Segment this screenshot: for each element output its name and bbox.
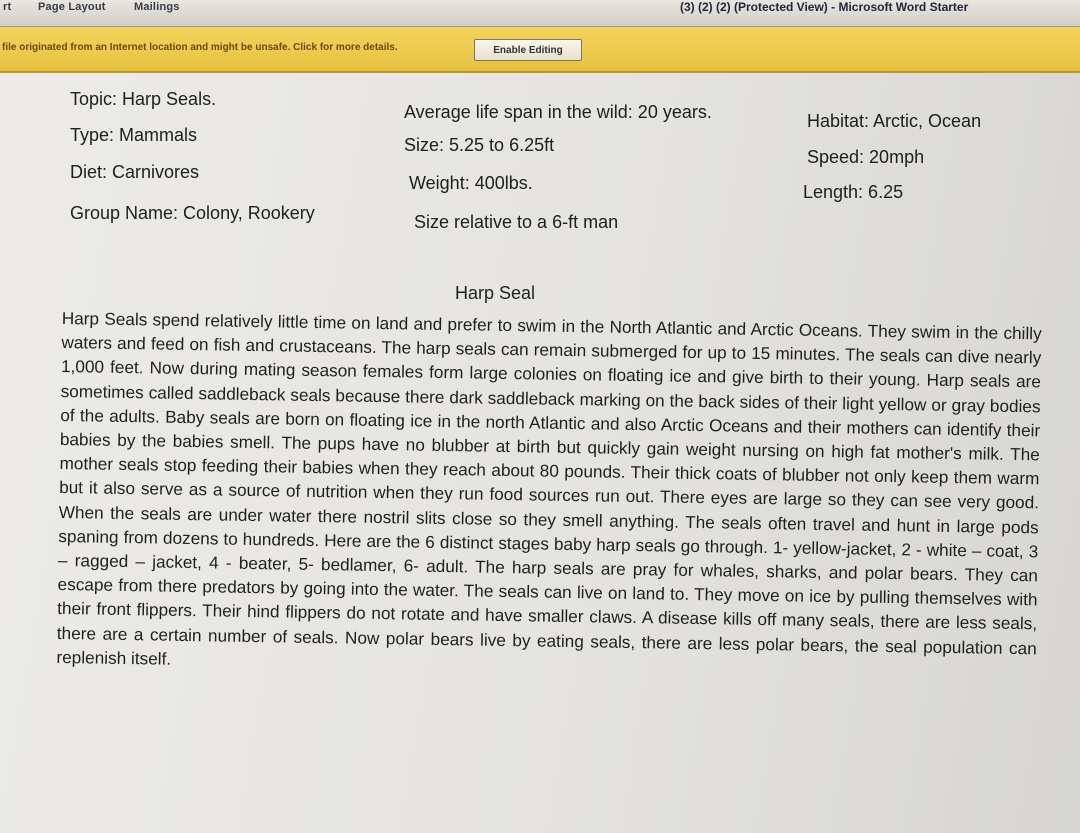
fact-length: Length: 6.25 (803, 182, 904, 202)
protected-view-bar (0, 27, 1080, 73)
protected-view-message[interactable]: file originated from an Internet location and might be unsafe. Click for more details. (2, 42, 398, 53)
enable-editing-button[interactable]: Enable Editing (474, 39, 582, 61)
fact-weight: Weight: 400lbs. (409, 173, 533, 193)
fact-size: Size: 5.25 to 6.25ft (404, 135, 555, 155)
ribbon-bar (0, 0, 1080, 27)
tab-mailings[interactable]: Mailings (134, 1, 180, 13)
fact-type: Type: Mammals (70, 125, 198, 145)
document-page (0, 73, 1080, 833)
fact-habitat: Habitat: Arctic, Ocean (807, 111, 982, 131)
document-title: Harp Seal (455, 283, 536, 303)
fact-group-name: Group Name: Colony, Rookery (70, 203, 315, 223)
fact-topic: Topic: Harp Seals. (70, 89, 217, 109)
tab-page-layout[interactable]: Page Layout (38, 1, 106, 13)
document-body: Harp Seals spend relatively little time on land and prefer to swim in the North Atlantic and Arctic Oceans. They swim in the chilly waters and feed on fish and crustaceans. The harp seals can remain submerged for up to 15 minutes. The seals can dive nearly 1,000 feet. Now during mating season females form large colonies on floating ice and give birth to their young. Harp seals are sometimes called saddleback seals because there dark saddleback marking on the back sides of their light yellow or gray bodies of the adults. Baby seals are born on floating ice in the north Atlantic and also Arctic Oceans and their mothers can identify their babies by the babies smell. The pups have no blubber at birth but quickly gain weight nursing on high fat mother's milk. The mother seals stop feeding their babies when they reach about 80 pounds. Their thick coats of blubber not only keep them warm but it also serve as a source of nutrition when they run food sources run out. There eyes are large so they can see very good. When the seals are under water there nostril slits close so they smell anything. The seals often travel and hunt in large pods spaning from dozens to hundreds. Here are the 6 distinct stages baby harp seals go through. 1- yellow-jacket, 2 - white – coat, 3 – ragged – jacket, 4 - beater, 5- bedlamer, 6- adult. The harp seals are pray for whales, sharks, and polar bears. They can escape from there predators by going into the water. The seals can live on land to. They move on ice by pulling themselves with their front flippers. Their hind flippers do not rotate and have smaller claws. A disease kills off many seals, there are less seals, there are a certain number of seals. Now polar bears live by eating seals, there are less polar bears, the seal population can replenish itself. (56, 307, 1042, 669)
fact-speed: Speed: 20mph (807, 147, 925, 167)
fact-diet: Diet: Carnivores (70, 162, 200, 182)
ribbon-tab-partial[interactable]: rt (3, 1, 12, 13)
fact-size-relative: Size relative to a 6-ft man (414, 212, 619, 232)
window-title: (3) (2) (2) (Protected View) - Microsoft Word Starter (680, 0, 969, 14)
fact-life-span: Average life span in the wild: 20 years. (404, 102, 712, 122)
